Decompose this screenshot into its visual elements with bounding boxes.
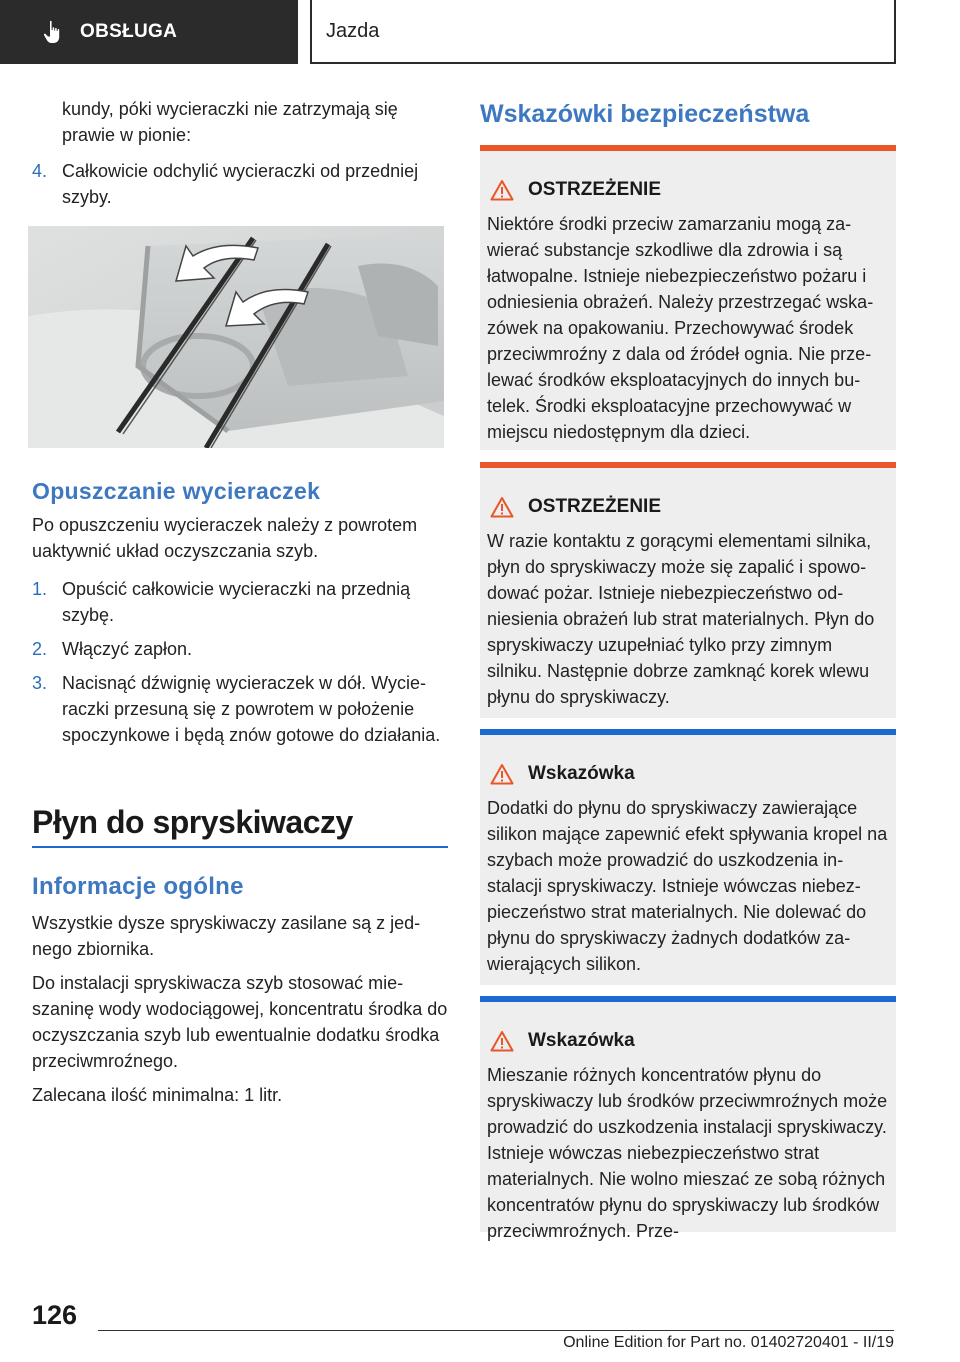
general-heading: Informacje ogólne bbox=[32, 873, 244, 900]
left-column-top bbox=[32, 96, 448, 210]
box-heading bbox=[490, 1026, 896, 1056]
box-title: Wskazówka bbox=[528, 1030, 635, 1051]
section-label: OBSŁUGA bbox=[80, 21, 178, 42]
chapter-tab[interactable] bbox=[310, 0, 896, 64]
step-4 bbox=[32, 158, 448, 210]
lowering-steps bbox=[32, 576, 448, 748]
step-2 bbox=[32, 636, 448, 662]
step-3 bbox=[32, 670, 448, 748]
page-number: 126 bbox=[32, 1300, 78, 1330]
step-number: 2. bbox=[32, 639, 48, 659]
step-text: Opuścić całkowicie wycieraczki na przednią szybę. bbox=[62, 579, 411, 625]
warning-triangle-icon bbox=[490, 496, 514, 518]
page-header bbox=[0, 0, 960, 64]
box-text: Dodatki do płynu do spryskiwaczy zawierające silikon mające zapewnić efekt spływania kropel na szybach może prowadzić do uszkodzenia instalacji spryskiwaczy. Istnieje wówczas niebezpieczeństwo strat materialnych. Nie dolewać do płynu do spryskiwaczy żadnych dodatków zawierających silikon. bbox=[487, 798, 888, 974]
step-text: Całkowicie odchylić wycieraczki od przedniej szyby. bbox=[62, 161, 419, 207]
step-number: 3. bbox=[32, 673, 48, 693]
step-number: 1. bbox=[32, 579, 48, 599]
box-title: OSTRZEŻENIE bbox=[528, 496, 662, 517]
box-heading bbox=[490, 759, 896, 789]
fluid-heading: Płyn do spryskiwaczy bbox=[32, 804, 353, 840]
intro-text: kundy, póki wycieraczki nie zatrzymają się prawie w pionie: bbox=[62, 99, 398, 145]
edition-text: Online Edition for Part no. 01402720401 - II/19 bbox=[563, 1334, 894, 1351]
wiper-illustration bbox=[28, 226, 444, 448]
warning-box-1 bbox=[480, 145, 896, 450]
note-bar bbox=[480, 996, 896, 1002]
box-text: W razie kontaktu z gorącymi elementami silnika, płyn do spryskiwaczy może się zapalić i spowodować pożar. Istnieje niebezpieczeństwo odniesienia obrażeń lub strat materialnych. Płyn do spryskiwaczy uzupełniać tylko przy zimnym silniku. Następnie dobrze zamknąć korek wlewu płynu do spryskiwaczy. bbox=[487, 531, 875, 707]
warning-triangle-icon bbox=[490, 1030, 514, 1052]
step-text: Włączyć zapłon. bbox=[62, 639, 193, 659]
lowering-text: Po opuszczeniu wycieraczek należy z powrotem uaktywnić układ oczyszczania szyb. bbox=[32, 515, 418, 561]
box-title: Wskazówka bbox=[528, 763, 635, 784]
box-text: Mieszanie różnych koncentratów płynu do spryskiwaczy lub środków przeciwmroźnych może prowadzić do uszkodzenia instalacji spryskiwaczy. Istnieje wówczas niebezpieczeństwo strat materialnych. Nie wolno mieszać ze sobą różnych koncentratów płynu do spryskiwaczy lub środków przeciwmroźnych. Prze- bbox=[487, 1065, 888, 1241]
box-text: Niektóre środki przeciw zamarzaniu mogą zawierać substancje szkodliwe dla zdrowia i są łatwopalne. Istnieje niebezpieczeństwo pożaru i odniesienia obrażeń. Należy przestrzegać wskazówek na opakowaniu. Przechowywać środek przeciwmroźny z dala od źródeł ognia. Nie przelewać środków eksploatacyjnych do innych butelek. Środki eksploatacyjne przechowywać w miejscu niedostępnym dla dzieci. bbox=[487, 214, 874, 442]
lowering-heading: Opuszczanie wycieraczek bbox=[32, 478, 321, 504]
chapter-label: Jazda bbox=[326, 19, 380, 42]
warning-triangle-icon bbox=[490, 179, 514, 201]
warning-bar bbox=[480, 462, 896, 468]
warning-box-2 bbox=[480, 462, 896, 718]
general-paragraph-2: Do instalacji spryskiwacza szyb stosować mieszaninę wody wodociągowej, koncentratu środka do oczyszczania szyb lub ewentualnie dodatku środka przeciwmroźnego. bbox=[32, 973, 448, 1071]
footer-rule bbox=[98, 1330, 894, 1331]
general-paragraph-3: Zalecana ilość minimalna: 1 litr. bbox=[32, 1085, 283, 1105]
box-heading bbox=[490, 492, 896, 522]
warning-triangle-icon bbox=[490, 763, 514, 785]
box-heading bbox=[490, 175, 896, 205]
general-paragraph-1: Wszystkie dysze spryskiwaczy zasilane są z jednego zbiornika. bbox=[32, 913, 421, 959]
step-text: Nacisnąć dźwignię wycieraczek w dół. Wycieraczki przesuną się z powrotem w położenie spoczynkowe i będą znów gotowe do działania. bbox=[62, 673, 441, 745]
note-bar bbox=[480, 729, 896, 735]
step-number: 4. bbox=[32, 161, 48, 181]
general-section bbox=[32, 910, 448, 1108]
note-box-2 bbox=[480, 996, 896, 1241]
section-tab[interactable] bbox=[0, 0, 298, 64]
box-title: OSTRZEŻENIE bbox=[528, 179, 662, 200]
step-1 bbox=[32, 576, 448, 628]
note-box-1 bbox=[480, 729, 896, 985]
hand-pointer-icon bbox=[42, 20, 64, 44]
heading-rule bbox=[32, 846, 448, 848]
wiper-photo-graphic bbox=[28, 226, 444, 448]
safety-heading: Wskazówki bezpieczeństwa bbox=[480, 100, 810, 128]
warning-bar bbox=[480, 145, 896, 151]
